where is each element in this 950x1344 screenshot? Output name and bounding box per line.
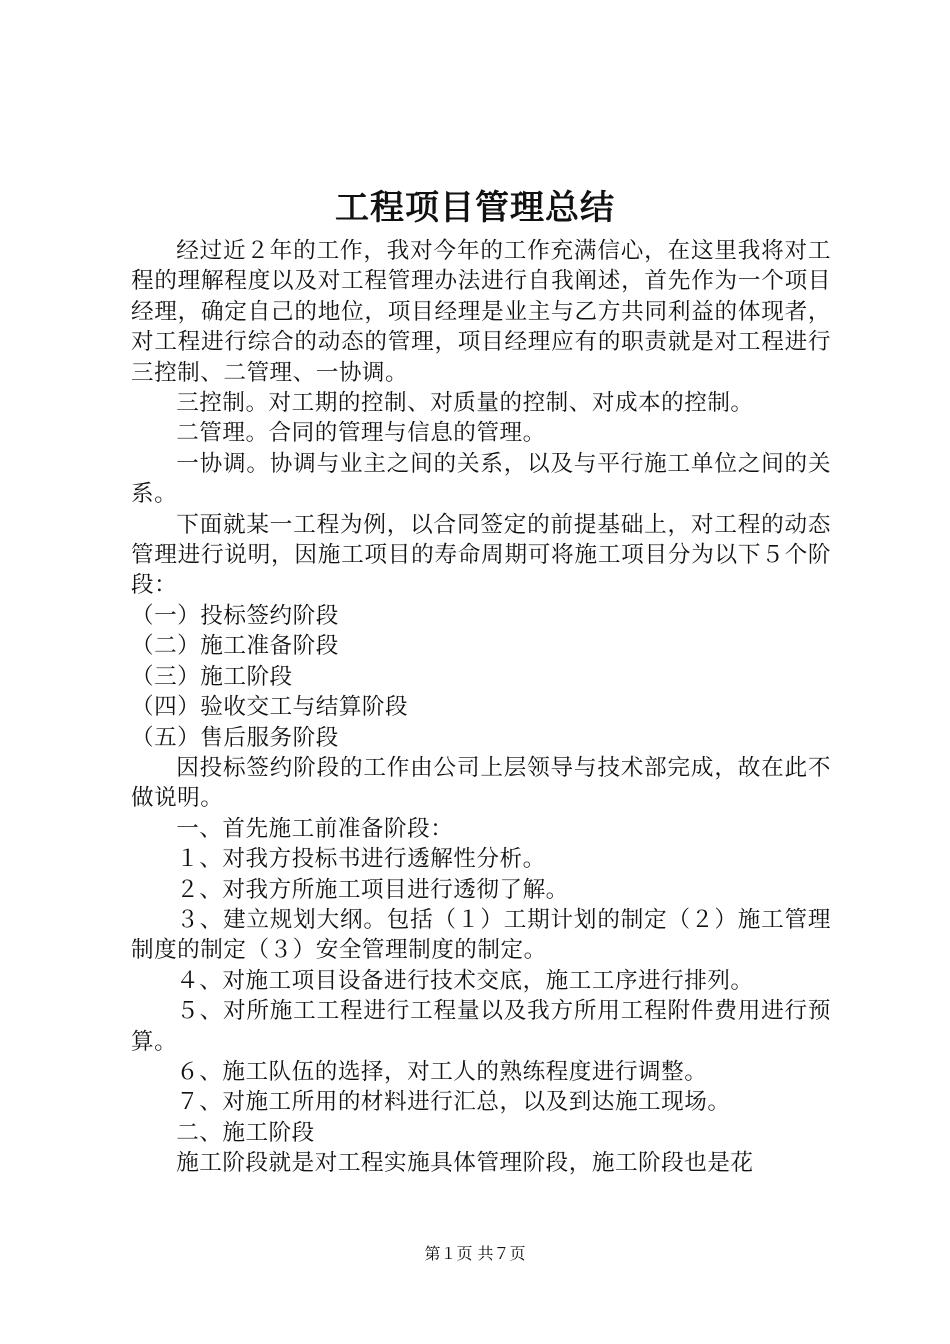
prep-step-6: ６、施工队伍的选择，对工人的熟练程度进行调整。 bbox=[176, 1058, 708, 1085]
prep-step-5: ５、对所施工工程进行工程量以及我方所用工程附件费用进行预算。 bbox=[131, 998, 831, 1055]
document-body bbox=[131, 236, 831, 1179]
paragraph-stages-intro: 下面就某一工程为例，以合同签定的前提基础上，对工程的动态管理进行说明，因施工项目的寿命周期可将施工项目分为以下５个阶段： bbox=[131, 511, 831, 599]
stage-item-1: （一）投标签约阶段 bbox=[131, 602, 339, 629]
stage-item-5: （五）售后服务阶段 bbox=[131, 724, 339, 751]
prep-step-1: １、对我方投标书进行透解性分析。 bbox=[176, 846, 546, 873]
document-title: 工程项目管理总结 bbox=[335, 188, 615, 228]
paragraph-one-coordination: 一协调。协调与业主之间的关系，以及与平行施工单位之间的关系。 bbox=[131, 450, 831, 508]
paragraph-construction-stage: 施工阶段就是对工程实施具体管理阶段，施工阶段也是花 bbox=[176, 1150, 754, 1177]
paragraph-bidding-note: 因投标签约阶段的工作由公司上层领导与技术部完成，故在此不做说明。 bbox=[131, 754, 831, 812]
prep-step-2: ２、对我方所施工项目进行透彻了解。 bbox=[176, 876, 569, 903]
stage-item-2: （二）施工准备阶段 bbox=[131, 633, 339, 660]
paragraph-three-controls: 三控制。对工期的控制、对质量的控制、对成本的控制。 bbox=[176, 390, 754, 417]
paragraph-intro: 经过近２年的工作，我对今年的工作充满信心，在这里我将对工程的理解程度以及对工程管理办法进行自我阐述，首先作为一个项目经理，确定自己的地位，项目经理是业主与乙方共同利益的体现者，对工程进行综合的动态的管理，项目经理应有的职责就是对工程进行三控制、二管理、一协调。 bbox=[131, 238, 831, 386]
prep-step-3: ３、建立规划大纲。包括（１）工期计划的制定（２）施工管理制度的制定（３）安全管理制度的制定。 bbox=[131, 906, 831, 964]
stage-item-4: （四）验收交工与结算阶段 bbox=[131, 694, 409, 721]
stage-item-3: （三）施工阶段 bbox=[131, 663, 293, 690]
section-heading-preparation: 一、首先施工前准备阶段： bbox=[176, 815, 454, 842]
paragraph-two-management: 二管理。合同的管理与信息的管理。 bbox=[176, 420, 546, 447]
section-heading-construction: 二、施工阶段 bbox=[176, 1119, 315, 1146]
page-footer: 第１页 共７页 bbox=[424, 1244, 526, 1263]
prep-step-4: ４、对施工项目设备进行技术交底，施工工序进行排列。 bbox=[176, 967, 754, 994]
prep-step-7: ７、对施工所用的材料进行汇总，以及到达施工现场。 bbox=[176, 1089, 731, 1116]
